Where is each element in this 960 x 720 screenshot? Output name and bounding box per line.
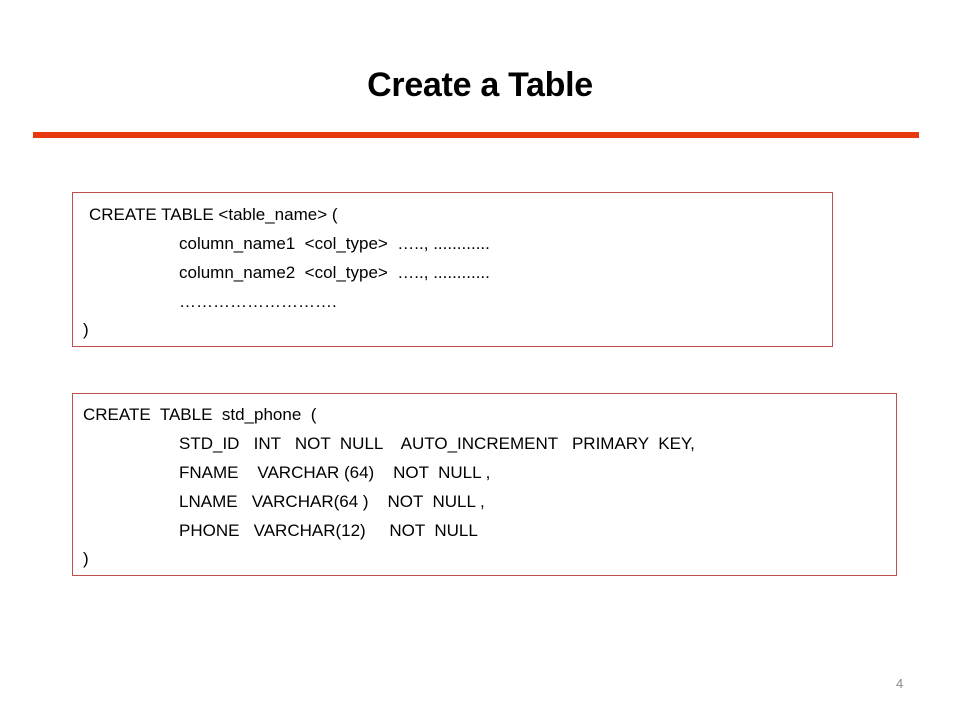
example-code-box (72, 393, 897, 576)
example-line-fname: FNAME VARCHAR (64) NOT NULL , (179, 463, 491, 482)
syntax-code-box (72, 192, 833, 347)
syntax-line-close: ) (83, 320, 89, 339)
example-line-create: CREATE TABLE std_phone ( (83, 405, 317, 424)
title-divider (33, 132, 919, 138)
example-line-lname: LNAME VARCHAR(64 ) NOT NULL , (179, 492, 485, 511)
example-line-close: ) (83, 549, 89, 568)
example-line-std-id: STD_ID INT NOT NULL AUTO_INCREMENT PRIMARY KEY, (179, 434, 695, 453)
slide-title: Create a Table (367, 66, 593, 104)
syntax-line-column-2: column_name2 <col_type> ….., ............ (179, 263, 490, 282)
syntax-line-ellipsis: ………………………. (179, 292, 337, 311)
page-number: 4 (896, 676, 904, 691)
syntax-line-create: CREATE TABLE <table_name> ( (89, 205, 338, 224)
syntax-line-column-1: column_name1 <col_type> ….., ............ (179, 234, 490, 253)
example-line-phone: PHONE VARCHAR(12) NOT NULL (179, 521, 478, 540)
